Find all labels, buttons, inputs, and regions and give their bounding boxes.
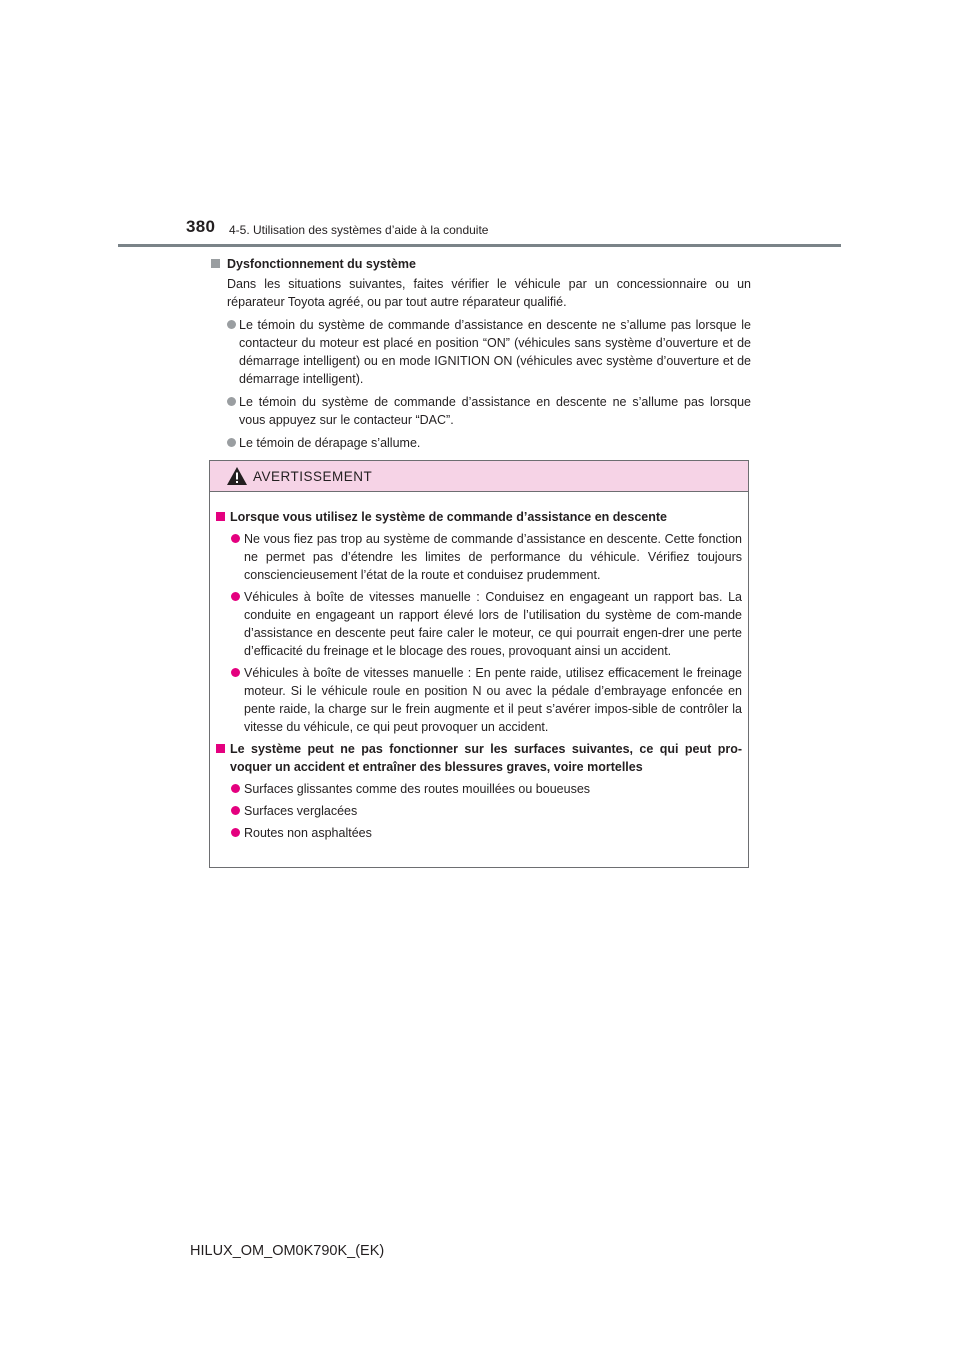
list-item: Le témoin du système de commande d’assistance en descente ne s’allume pas lorsque vous appuyez sur le contacteur “DAC”. [227,393,751,429]
list-item: Le témoin de dérapage s’allume. [227,434,751,452]
round-bullet-icon [231,534,240,543]
header-rule [118,244,841,247]
list-item: Le témoin du système de commande d’assistance en descente ne s’allume pas lorsque le contacteur du moteur est placé en position “ON” (véhicules sans système d’ouverture et de démarrage intelligent) ou en mode IGNITION ON (véhicules avec système d’ouverture et de démarrage intelligent). [227,316,751,388]
round-bullet-icon [231,806,240,815]
list-item: Surfaces glissantes comme des routes mouillées ou boueuses [231,780,742,798]
list-item: Ne vous fiez pas trop au système de commande d’assistance en descente. Cette fonction ne permet pas d’étendre les limites de performance du véhicule. Vérifiez toujours consciencieusement l’état de la route et conduisez prudemment. [231,530,742,584]
warning-triangle-icon [226,466,248,486]
document-code: HILUX_OM_OM0K790K_(EK) [190,1243,385,1259]
warning-header [210,461,748,492]
square-bullet-icon [216,744,225,753]
section-title: 4-5. Utilisation des systèmes d’aide à la conduite [229,223,489,237]
list-item: Surfaces verglacées [231,802,742,820]
list-item: Véhicules à boîte de vitesses manuelle : Conduisez en engageant un rapport bas. La conduite en engageant un rapport élevé lors de l’utilisation du système de com-mande d’assistance en descente peut faire caler le moteur, ce qui pourrait engen-drer une perte d’efficacité du freinage et le blocage des roues, provoquant ainsi un accident. [231,588,742,660]
page-number: 380 [186,217,216,236]
square-bullet-icon [216,512,225,521]
warning-box [209,460,749,868]
warning-body [210,492,748,842]
round-bullet-icon [231,784,240,793]
warning-heading-dac-use: Lorsque vous utilisez le système de commande d’assistance en descente [216,508,742,526]
round-bullet-icon [227,438,236,447]
round-bullet-icon [227,320,236,329]
malfunction-heading: Dysfonctionnement du système [211,255,751,273]
warning-title: AVERTISSEMENT [253,469,373,484]
warning-heading-surfaces: Le système peut ne pas fonctionner sur les surfaces suivantes, ce qui peut pro-voquer un accident et entraîner des blessures graves, voire mortelles [216,740,742,776]
square-bullet-icon [211,259,220,268]
list-item: Routes non asphaltées [231,824,742,842]
malfunction-section [211,255,751,452]
round-bullet-icon [231,592,240,601]
round-bullet-icon [231,668,240,677]
malfunction-intro: Dans les situations suivantes, faites vérifier le véhicule par un concessionnaire ou un réparateur Toyota agréé, ou par tout autre réparateur qualifié. [227,277,751,309]
list-item: Véhicules à boîte de vitesses manuelle : En pente raide, utilisez efficacement le freinage moteur. Si le véhicule roule en position N ou avec la pédale d’embrayage enfoncée en pente raide, la charge sur le frein augmente et il peut s’avérer impos-sible de contrôler la vitesse du véhicule, ce qui peut provoquer un accident. [231,664,742,736]
round-bullet-icon [231,828,240,837]
round-bullet-icon [227,397,236,406]
